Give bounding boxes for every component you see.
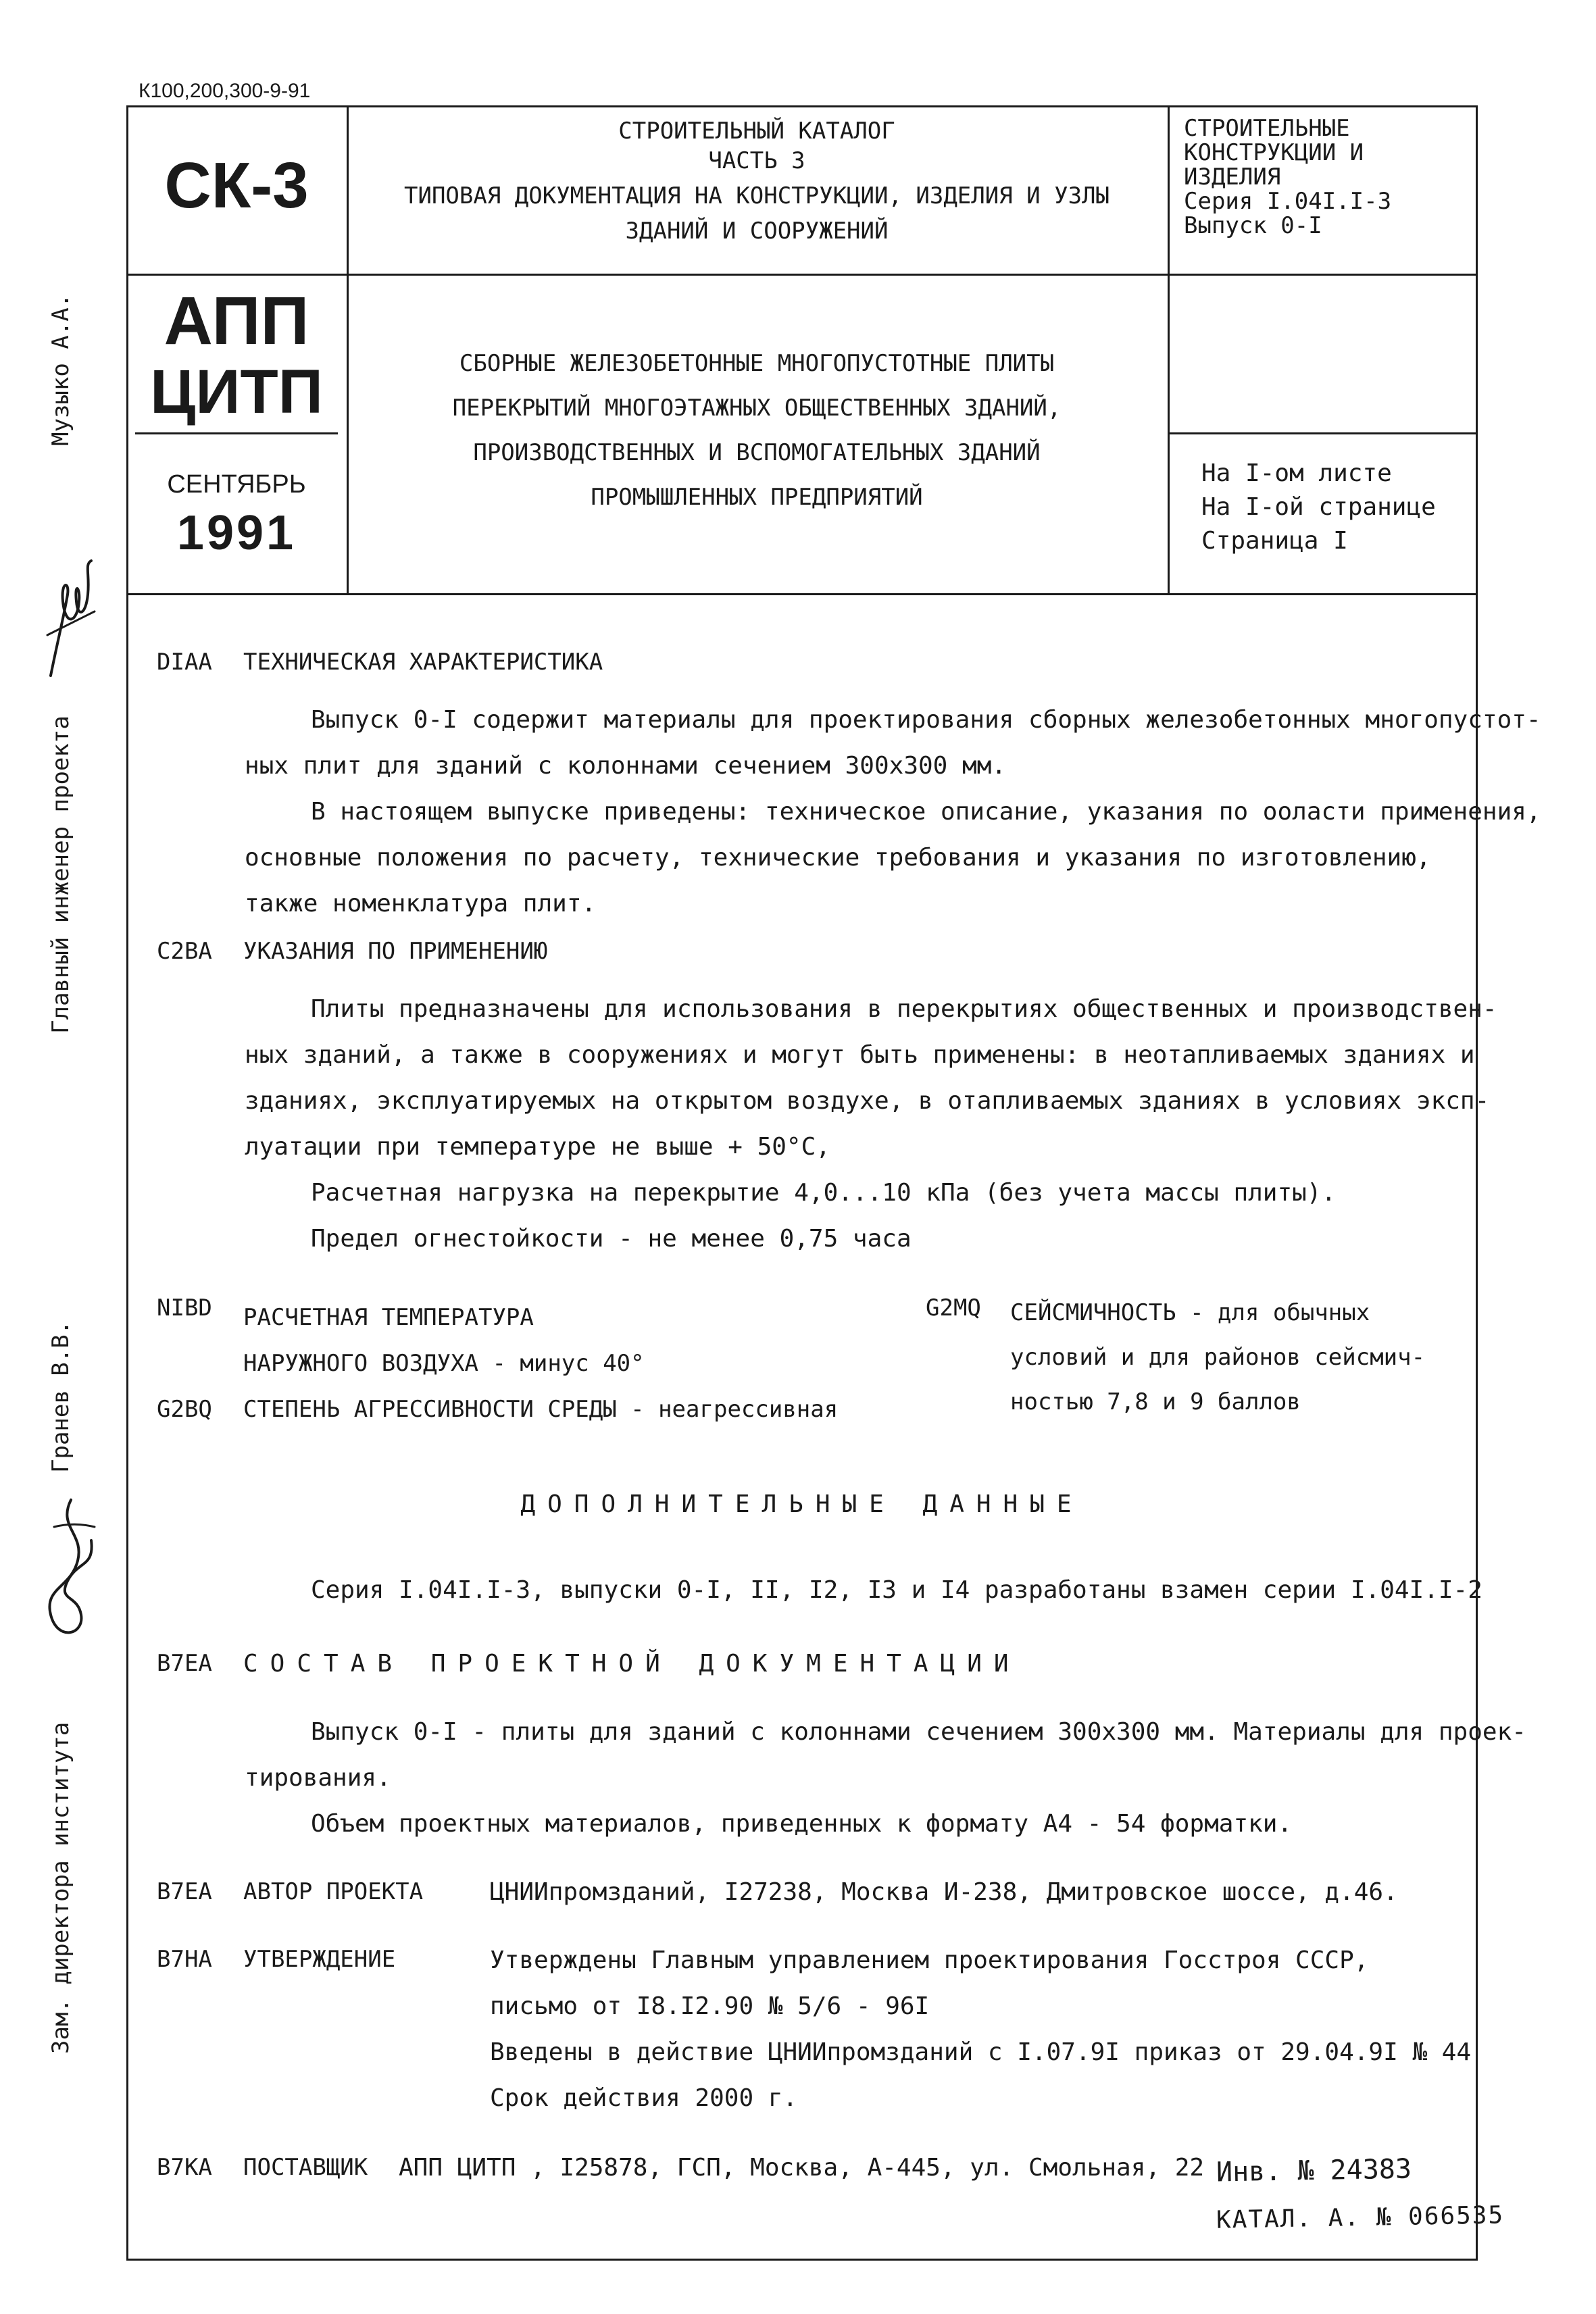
header-divider-right	[1168, 105, 1170, 595]
catalog-logo: СК-3	[164, 149, 309, 222]
extra-text: Серия I.04I.I-3, выпуски 0-I, II, I2, I3 и I4 разработаны взамен серии I.04I.I-2	[311, 1576, 1482, 1604]
section-code: C2BA	[157, 938, 212, 965]
section-code: B7EA	[157, 1878, 212, 1905]
paragraph-line: зданиях, эксплуатируемых на открытом воздухе, в отапливаемых зданиях в условиях эксп-	[245, 1087, 1490, 1115]
section-title: ТЕХНИЧЕСКАЯ ХАРАКТЕРИСТИКА	[243, 649, 603, 676]
approval-line: Срок действия 2000 г.	[490, 2084, 798, 2112]
series-line: КОНСТРУКЦИИ И	[1184, 139, 1364, 166]
paragraph-line: Выпуск 0-I - плиты для зданий с колоннами сечением 300х300 мм. Материалы для проек-	[311, 1718, 1526, 1746]
aggressiveness-param: СТЕПЕНЬ АГРЕССИВНОСТИ СРЕДЫ - неагрессивная	[243, 1396, 839, 1423]
approval-line: Утверждены Главным управлением проектирования Госстроя СССР,	[490, 1946, 1369, 1974]
signature-2	[30, 1486, 105, 1655]
param-line: РАСЧЕТНАЯ ТЕМПЕРАТУРА	[243, 1304, 534, 1331]
title-line: ПРОИЗВОДСТВЕННЫХ И ВСПОМОГАТЕЛЬНЫХ ЗДАНИЙ	[473, 439, 1041, 466]
param-line: условий и для районов сейсмич-	[1010, 1344, 1426, 1371]
document-title	[351, 341, 1162, 520]
section-code: B7EA	[157, 1650, 212, 1677]
paragraph-line: Расчетная нагрузка на перекрытие 4,0...10 кПа (без учета массы плиты).	[311, 1179, 1337, 1207]
paragraph-line: Объем проектных материалов, приведенных к формату А4 - 54 форматки.	[311, 1810, 1293, 1838]
page-info	[1201, 457, 1436, 558]
approval-line: Введены в действие ЦНИИпромзданий с I.07.9I приказ от 29.04.9I № 44	[490, 2038, 1472, 2066]
catalog-line: ЧАСТЬ 3	[708, 147, 805, 174]
paragraph-line: В настоящем выпуске приведены: техническое описание, указания по ооласти применения,	[311, 798, 1541, 826]
person-label-2: Гранев В.В.	[47, 1320, 74, 1473]
paragraph-line: Предел огнестойкости - не менее 0,75 часа	[311, 1225, 912, 1253]
paragraph-line: ных зданий, а также в сооружениях и могут быть применены: в неотапливаемых зданиях и	[245, 1041, 1475, 1069]
header-divider-left	[347, 105, 349, 595]
paragraph-line: луатации при температуре не выше + 50°С,	[245, 1133, 830, 1161]
catalog-number-stamp: КАТАЛ. А. № 066535	[1216, 2201, 1505, 2234]
param-code: G2BQ	[157, 1396, 212, 1423]
publisher-citp: ЦИТП	[150, 357, 323, 426]
header-divider-page	[1168, 432, 1478, 434]
series-block	[1184, 116, 1391, 238]
supplier-label: ПОСТАВЩИК	[243, 2154, 368, 2181]
param-line: НАРУЖНОГО ВОЗДУХА - минус 40°	[243, 1350, 645, 1377]
header-divider-bottom	[126, 593, 1478, 595]
title-line: ПЕРЕКРЫТИЙ МНОГОЭТАЖНЫХ ОБЩЕСТВЕННЫХ ЗДАНИЙ,	[452, 395, 1062, 422]
param-code: G2MQ	[926, 1294, 981, 1322]
section-code: DIAA	[157, 649, 212, 676]
paragraph-line: основные положения по расчету, технические требования и указания по изготовлению,	[245, 844, 1431, 872]
section-title: СОСТАВ ПРОЕКТНОЙ ДОКУМЕНТАЦИИ	[243, 1650, 1021, 1678]
paragraph-line: тирования.	[245, 1764, 391, 1792]
publisher-app: АПП	[164, 283, 309, 359]
param-code: NIBD	[157, 1294, 212, 1322]
catalog-line: ЗДАНИЙ И СООРУЖЕНИЙ	[625, 218, 889, 245]
catalog-line: ТИПОВАЯ ДОКУМЕНТАЦИЯ НА КОНСТРУКЦИИ, ИЗДЕЛИЯ И УЗЛЫ	[404, 182, 1109, 209]
series-line: ИЗДЕЛИЯ	[1184, 164, 1281, 191]
catalog-title-block	[351, 116, 1162, 246]
issue-month: СЕНТЯБРЬ	[167, 470, 306, 499]
page-info-line: На I-ой странице	[1201, 493, 1436, 521]
role-label-2: Зам. директора института	[47, 1721, 74, 2054]
title-line: СБОРНЫЕ ЖЕЛЕЗОБЕТОННЫЕ МНОГОПУСТОТНЫЕ ПЛИТЫ	[459, 350, 1055, 377]
author-text: ЦНИИпромзданий, I27238, Москва И-238, Дмитровское шоссе, д.46.	[490, 1878, 1398, 1906]
paragraph-line: ных плит для зданий с колоннами сечением 300х300 мм.	[245, 752, 1007, 780]
seismic-param	[1010, 1290, 1425, 1424]
catalog-line: СТРОИТЕЛЬНЫЙ КАТАЛОГ	[618, 118, 895, 145]
role-label-1: Главный инженер проекта	[47, 715, 74, 1034]
approval-label: УТВЕРЖДЕНИЕ	[243, 1946, 396, 1973]
header-divider-mid	[126, 274, 1478, 276]
page-info-line: На I-ом листе	[1201, 459, 1392, 487]
series-line: Выпуск 0-I	[1184, 212, 1322, 239]
paragraph-line: Плиты предназначены для использования в перекрытиях общественных и производствен-	[311, 995, 1497, 1023]
series-line: СТРОИТЕЛЬНЫЕ	[1184, 115, 1350, 142]
paragraph-line: Выпуск 0-I содержит материалы для проектирования сборных железобетонных многопустот-	[311, 706, 1541, 734]
page-info-line: Страница I	[1201, 527, 1348, 555]
publisher-underline	[135, 432, 338, 434]
section-code: B7HA	[157, 1946, 212, 1973]
approval-text	[490, 1938, 1471, 2121]
section-title: УКАЗАНИЯ ПО ПРИМЕНЕНИЮ	[243, 938, 548, 965]
paragraph-line: также номенклатура плит.	[245, 890, 597, 917]
series-line: Серия I.04I.I-3	[1184, 188, 1392, 215]
param-line: ностью 7,8 и 9 баллов	[1010, 1388, 1301, 1415]
section-code: B7KA	[157, 2154, 212, 2181]
signature-1	[37, 554, 98, 689]
title-line: ПРОМЫШЛЕННЫХ ПРЕДПРИЯТИЙ	[591, 484, 923, 511]
issue-year: 1991	[176, 506, 297, 560]
person-label-1: Музыко А.А.	[47, 293, 74, 446]
inventory-stamp: Инв. № 24383	[1216, 2153, 1412, 2188]
extra-title: ДОПОЛНИТЕЛЬНЫЕ ДАННЫЕ	[520, 1490, 1084, 1518]
supplier-text: АПП ЦИТП , I25878, ГСП, Москва, А-445, ул. Смольная, 22	[399, 2154, 1205, 2182]
author-label: АВТОР ПРОЕКТА	[243, 1878, 424, 1905]
param-line: СЕЙСМИЧНОСТЬ - для обычных	[1010, 1299, 1370, 1326]
temperature-param	[243, 1294, 645, 1386]
document-code: К100,200,300-9-91	[139, 80, 311, 102]
approval-line: письмо от I8.I2.90 № 5/6 - 96I	[490, 1992, 930, 2020]
